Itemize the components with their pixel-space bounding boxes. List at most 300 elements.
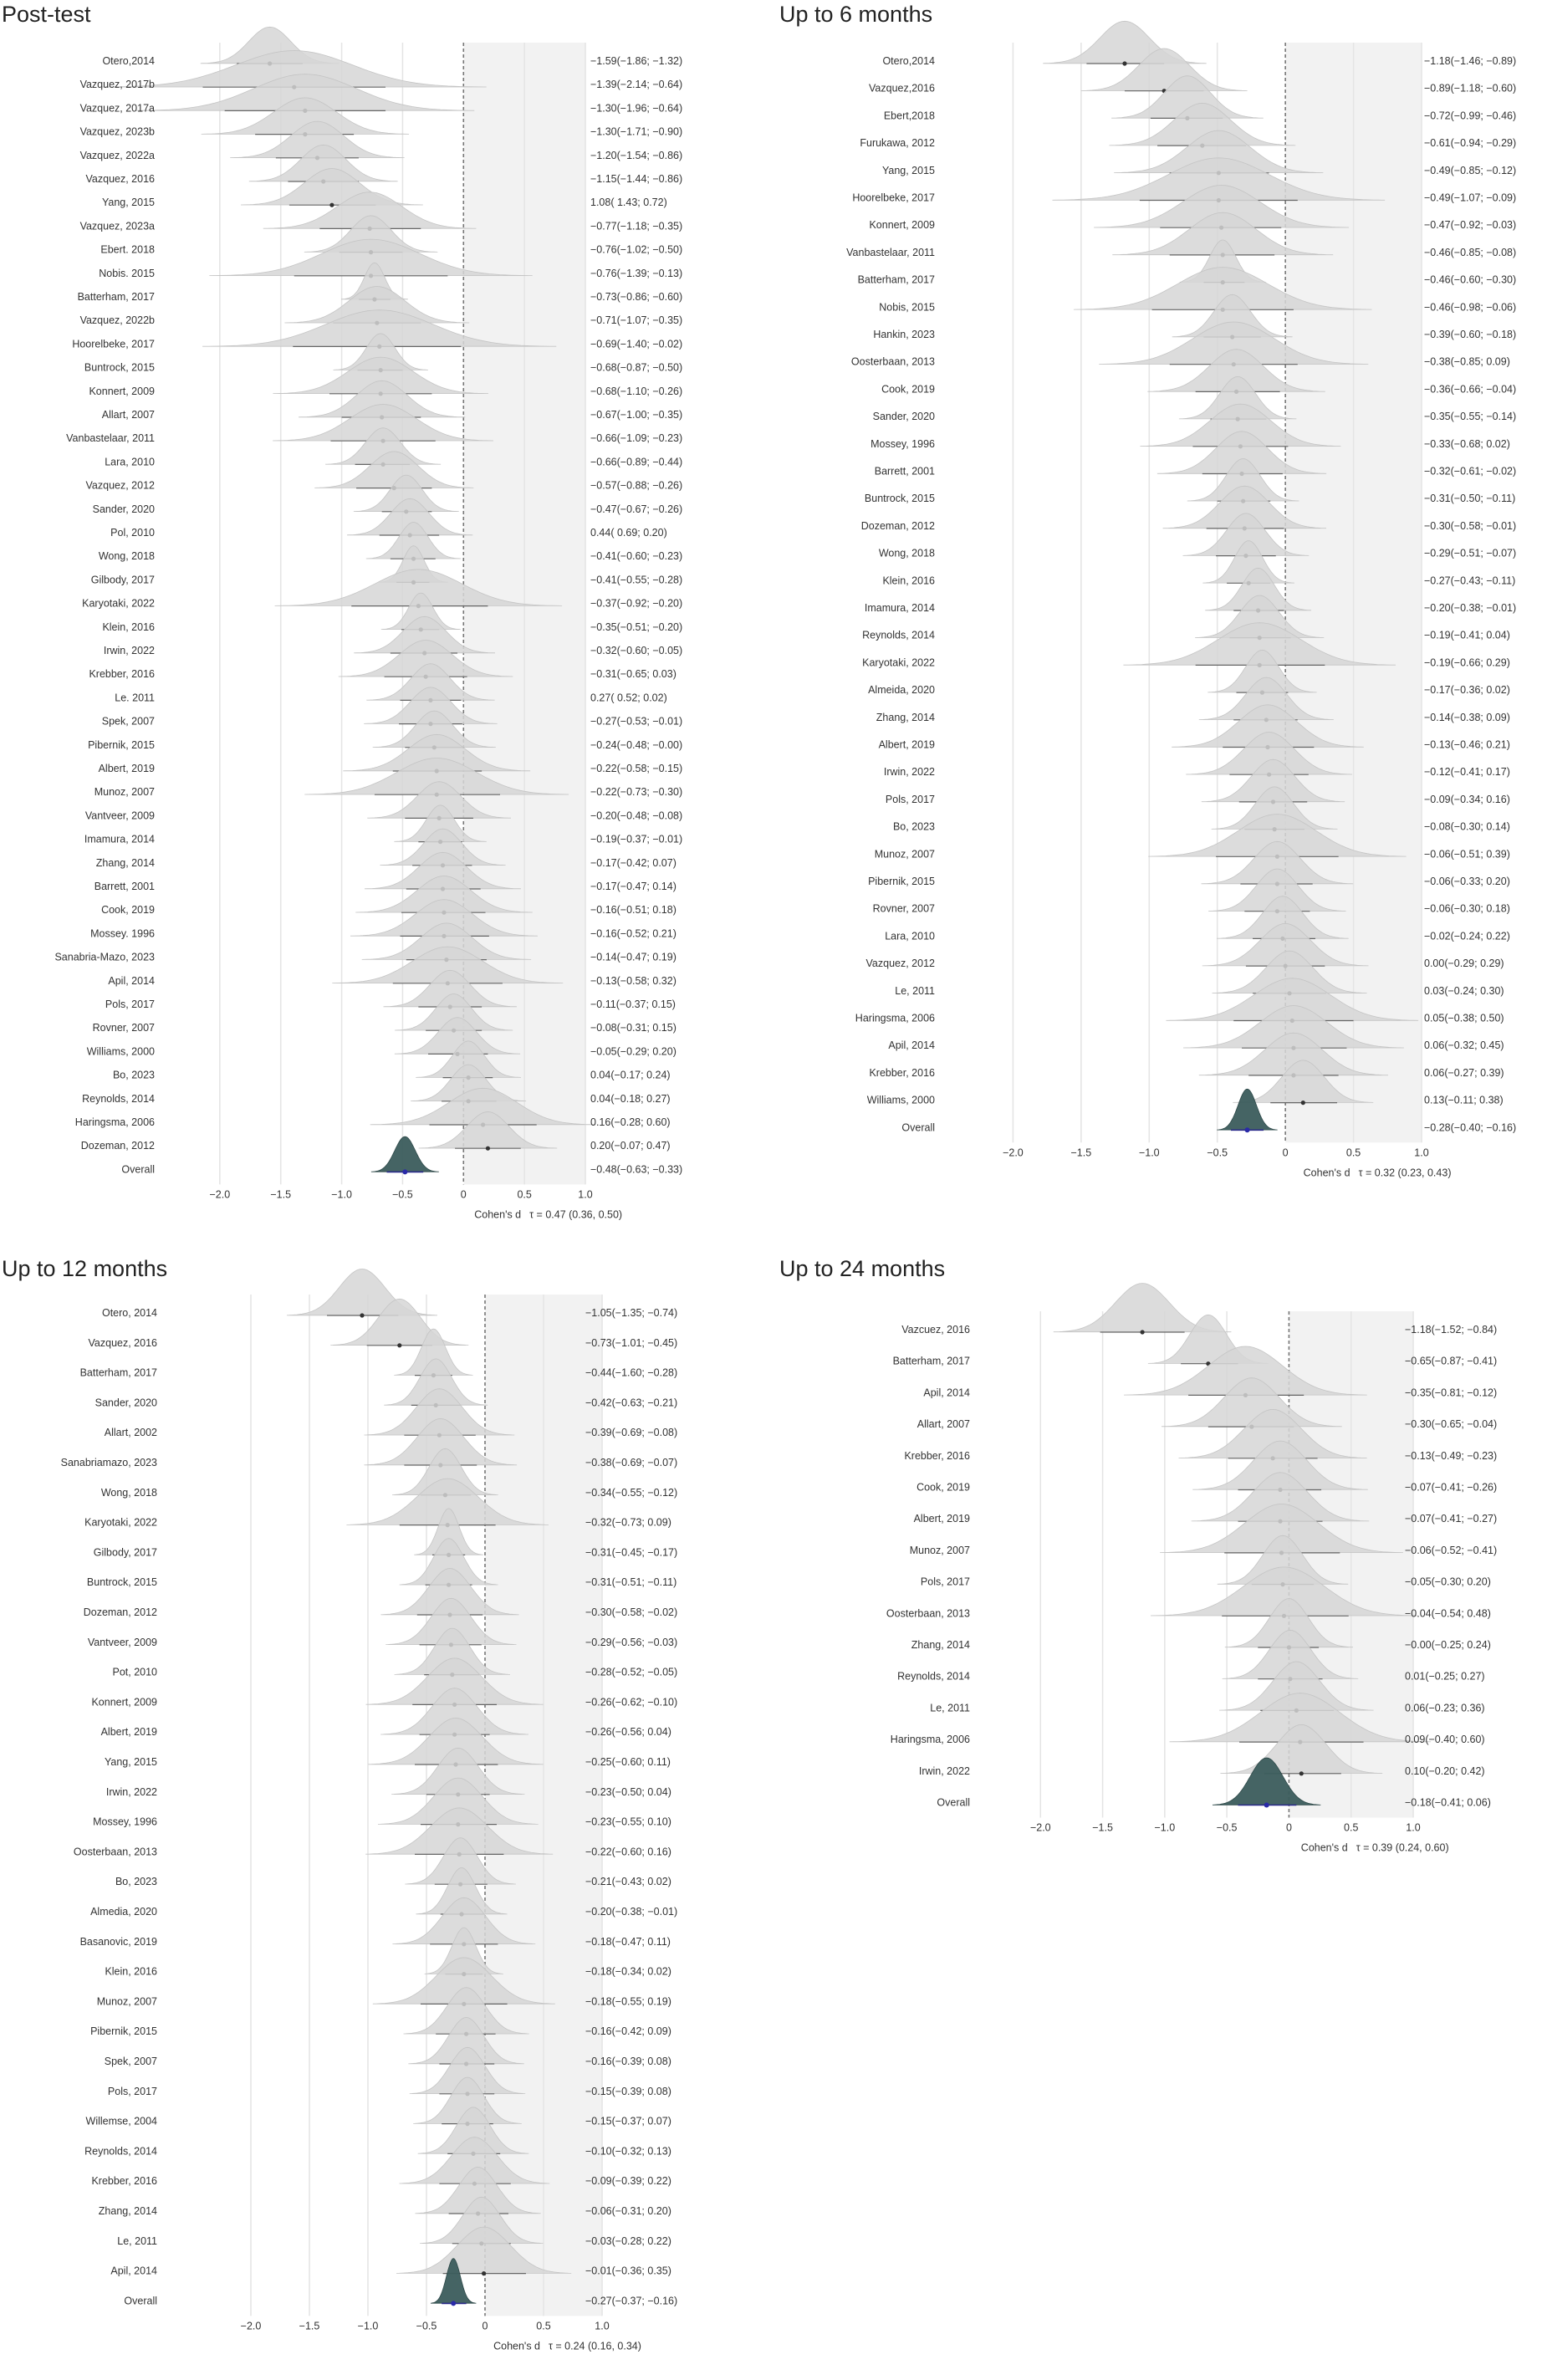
study-ci-text: −0.10(−0.32; 0.13) — [585, 2145, 671, 2158]
study-ci-text: −0.06(−0.52; −0.41) — [1405, 1544, 1498, 1556]
x-tick-label: −0.5 — [416, 2320, 437, 2332]
study-ci-text: −1.20(−1.54; −0.86) — [590, 149, 683, 161]
study-label: Konnert, 2009 — [89, 385, 155, 397]
study-ci-text: −0.20(−0.38; −0.01) — [585, 1906, 678, 1918]
study-point-estimate — [360, 1313, 364, 1317]
study-ci-text: −0.13(−0.46; 0.21) — [1424, 738, 1510, 751]
study-ci-text: −0.16(−0.52; 0.21) — [590, 927, 676, 940]
study-ci-text: 1.08( 1.43; 0.72) — [590, 197, 667, 209]
x-tick-label: 1.0 — [1414, 1147, 1429, 1159]
study-label: Vazquez, 2016 — [88, 1336, 157, 1349]
study-label: Vanbastelaar, 2011 — [66, 432, 155, 445]
overall-ci-text: −0.27(−0.37; −0.16) — [585, 2295, 678, 2307]
study-ci-text: −0.32(−0.73; 0.09) — [585, 1516, 671, 1529]
study-ci-text: −0.23(−0.55; 0.10) — [585, 1816, 671, 1828]
study-label: Willemse, 2004 — [85, 2115, 157, 2127]
study-label: Buntrock, 2015 — [86, 1576, 157, 1589]
study-ci-text: −0.16(−0.42; 0.09) — [585, 2025, 671, 2038]
study-label: Hoorelbeke, 2017 — [852, 192, 935, 204]
x-tick-label: −1.0 — [1138, 1147, 1160, 1159]
study-label: Vazquez, 2012 — [865, 958, 935, 970]
study-label: Mossey, 1996 — [93, 1816, 157, 1828]
study-ci-text: −0.35(−0.81; −0.12) — [1405, 1387, 1498, 1399]
study-label: Otero,2014 — [102, 55, 155, 67]
study-label: Vazquez, 2016 — [85, 173, 155, 185]
study-label: Yang, 2015 — [881, 164, 935, 176]
study-label: Yang, 2015 — [104, 1756, 157, 1768]
study-label: Pols, 2017 — [920, 1576, 970, 1588]
study-label: Vazquez, 2017a — [79, 102, 155, 115]
study-ci-text: −0.19(−0.37; −0.01) — [590, 833, 683, 845]
study-label: Batterham, 2017 — [77, 291, 155, 303]
x-axis-label: Cohen's d — [474, 1208, 522, 1221]
study-label: Vazquez, 2012 — [85, 479, 155, 492]
study-ci-text: −0.24(−0.48; −0.00) — [590, 738, 683, 751]
study-ci-text: −0.22(−0.60; 0.16) — [585, 1846, 671, 1858]
study-ci-text: −0.14(−0.47; 0.19) — [590, 951, 676, 963]
x-axis-label: Cohen's d — [1303, 1167, 1350, 1179]
study-ci-text: −0.31(−0.50; −0.11) — [1424, 493, 1516, 505]
study-ci-text: −0.46(−0.60; −0.30) — [1424, 273, 1517, 286]
study-label: Pot, 2010 — [112, 1666, 157, 1678]
study-label: Klein, 2016 — [882, 575, 935, 587]
x-tick-label: −1.0 — [1154, 1821, 1176, 1834]
study-label: Lara, 2010 — [885, 930, 935, 942]
x-tick-label: −1.5 — [270, 1188, 292, 1201]
study-ci-text: −0.20(−0.38; −0.01) — [1424, 602, 1517, 614]
overall-label: Overall — [121, 1163, 155, 1176]
study-ci-text: −0.35(−0.55; −0.14) — [1424, 411, 1517, 423]
study-ci-text: −0.49(−0.85; −0.12) — [1424, 164, 1517, 176]
study-label: Batterham, 2017 — [892, 1355, 970, 1367]
study-ci-text: 0.06(−0.32; 0.45) — [1424, 1039, 1504, 1052]
overall-density — [371, 1136, 439, 1172]
study-label: Cook, 2019 — [916, 1481, 970, 1494]
study-label: Irwin, 2022 — [103, 645, 155, 656]
study-label: Le, 2011 — [895, 984, 935, 997]
x-tick-label: −0.5 — [392, 1188, 413, 1201]
study-ci-text: −0.05(−0.30; 0.20) — [1405, 1576, 1491, 1588]
panel-title: Up to 12 months — [2, 1256, 168, 1281]
study-point-estimate — [1141, 1330, 1145, 1334]
study-ci-text: −0.31(−0.51; −0.11) — [585, 1576, 677, 1589]
study-point-estimate — [329, 203, 334, 207]
study-ci-text: −1.39(−2.14; −0.64) — [590, 79, 683, 91]
study-ci-text: −0.31(−0.65; 0.03) — [590, 668, 676, 681]
study-label: Cook, 2019 — [101, 904, 155, 917]
x-axis-label: Cohen's d — [1300, 1841, 1348, 1854]
x-tick-label: −1.0 — [357, 2320, 379, 2332]
study-label: Bo, 2023 — [112, 1069, 155, 1081]
study-ci-text: −0.18(−0.34; 0.02) — [585, 1965, 671, 1978]
study-ci-text: −0.39(−0.60; −0.18) — [1424, 329, 1517, 340]
study-ci-text: −0.04(−0.54; 0.48) — [1405, 1607, 1491, 1620]
study-label: Le, 2011 — [930, 1702, 970, 1714]
study-label: Vazcuez, 2016 — [901, 1324, 970, 1336]
study-label: Irwin, 2022 — [883, 766, 935, 779]
study-ci-text: −0.25(−0.60; 0.11) — [585, 1756, 671, 1768]
overall-ci-text: −0.18(−0.41; 0.06) — [1405, 1796, 1491, 1809]
study-ci-text: −0.05(−0.29; 0.20) — [590, 1045, 676, 1058]
study-label: Hankin, 2023 — [873, 329, 935, 340]
study-label: Nobis. 2015 — [99, 267, 155, 279]
study-label: Allart, 2002 — [104, 1427, 157, 1439]
study-label: Vazquez,2016 — [869, 82, 935, 94]
study-ci-text: −0.17(−0.36; 0.02) — [1424, 684, 1510, 697]
study-label: Pibernik, 2015 — [90, 2025, 157, 2038]
study-ci-text: −0.61(−0.94; −0.29) — [1424, 137, 1517, 150]
study-ci-text: −0.16(−0.51; 0.18) — [590, 904, 676, 917]
study-ci-text: 0.06(−0.27; 0.39) — [1424, 1066, 1504, 1079]
study-label: Oosterbaan, 2013 — [850, 355, 935, 368]
study-label: Albert, 2019 — [98, 763, 155, 774]
study-ci-text: −0.20(−0.48; −0.08) — [590, 810, 683, 822]
study-ci-text: −0.76(−1.02; −0.50) — [590, 243, 683, 256]
study-ci-text: −0.07(−0.41; −0.26) — [1405, 1481, 1498, 1494]
study-label: Pol, 2010 — [110, 527, 155, 539]
study-ci-text: −0.03(−0.28; 0.22) — [585, 2234, 671, 2247]
study-label: Le. 2011 — [115, 692, 155, 704]
study-ci-text: −0.76(−1.39; −0.13) — [590, 267, 683, 279]
study-ci-text: −1.18(−1.52; −0.84) — [1405, 1324, 1498, 1336]
study-ci-text: 0.13(−0.11; 0.38) — [1424, 1094, 1504, 1106]
study-label: Reynolds, 2014 — [84, 2145, 157, 2158]
study-ci-text: −0.46(−0.85; −0.08) — [1424, 246, 1517, 258]
study-label: Dozeman, 2012 — [80, 1140, 155, 1152]
study-ci-text: 0.03(−0.24; 0.30) — [1424, 984, 1504, 997]
study-point-estimate — [1301, 1101, 1305, 1105]
study-label: Batterham, 2017 — [857, 273, 935, 286]
study-label: Bo, 2023 — [892, 820, 935, 833]
study-ci-text: −0.73(−1.01; −0.45) — [585, 1336, 678, 1349]
study-ci-text: −0.02(−0.24; 0.22) — [1424, 930, 1510, 942]
study-ci-text: −0.47(−0.67; −0.26) — [590, 503, 683, 515]
study-point-estimate — [1299, 1771, 1304, 1775]
study-ci-text: −0.26(−0.62; −0.10) — [585, 1696, 678, 1708]
study-label: Gilbody, 2017 — [90, 574, 155, 586]
study-ci-text: −1.05(−1.35; −0.74) — [585, 1307, 678, 1319]
study-label: Almedia, 2020 — [90, 1906, 157, 1918]
study-label: Apil, 2014 — [110, 2265, 157, 2277]
study-label: Zhang, 2014 — [95, 856, 155, 869]
study-label: Zhang, 2014 — [911, 1639, 970, 1651]
study-label: Sanabriamazo, 2023 — [60, 1457, 157, 1468]
study-ci-text: 0.10(−0.20; 0.42) — [1405, 1765, 1485, 1777]
study-label: Wong, 2018 — [98, 550, 155, 563]
study-label: Zhang, 2014 — [876, 711, 935, 723]
study-ci-text: −0.11(−0.37; 0.15) — [590, 998, 676, 1010]
panel-title: Up to 24 months — [779, 1256, 946, 1281]
study-label: Cook, 2019 — [881, 383, 935, 396]
study-label: Furukawa, 2012 — [860, 137, 935, 150]
study-label: Klein, 2016 — [102, 621, 155, 633]
tau-statistic: τ = 0.24 (0.16, 0.34) — [549, 2340, 641, 2352]
study-label: Konnert, 2009 — [869, 219, 935, 232]
study-ci-text: 0.05(−0.38; 0.50) — [1424, 1012, 1504, 1024]
study-label: Yang, 2015 — [101, 197, 155, 209]
study-label: Reynolds, 2014 — [862, 629, 935, 641]
study-label: Dozeman, 2012 — [83, 1606, 157, 1618]
x-axis-label: Cohen's d — [493, 2340, 540, 2352]
study-label: Krebber, 2016 — [89, 668, 155, 681]
study-label: Pibernik, 2015 — [88, 738, 155, 751]
study-ci-text: −0.15(−0.39; 0.08) — [585, 2085, 671, 2097]
study-label: Pols, 2017 — [105, 998, 155, 1010]
forest-plot — [778, 0, 1530, 1233]
study-ci-text: −0.17(−0.42; 0.07) — [590, 856, 676, 869]
study-label: Vazquez, 2022a — [79, 149, 155, 161]
study-ci-text: −0.36(−0.66; −0.04) — [1424, 383, 1517, 396]
study-ci-text: −0.44(−1.60; −0.28) — [585, 1366, 678, 1379]
study-ci-text: −0.17(−0.47; 0.14) — [590, 881, 676, 892]
study-label: Otero,2014 — [882, 55, 935, 67]
study-ci-text: 0.09(−0.40; 0.60) — [1405, 1734, 1485, 1746]
study-label: Wong, 2018 — [100, 1486, 157, 1499]
study-label: Sander, 2020 — [92, 503, 155, 515]
study-ci-text: −0.13(−0.49; −0.23) — [1405, 1449, 1498, 1462]
study-ci-text: −0.35(−0.51; −0.20) — [590, 621, 683, 633]
study-label: Klein, 2016 — [105, 1965, 157, 1978]
study-ci-text: −0.31(−0.45; −0.17) — [585, 1546, 678, 1559]
study-ci-text: −0.32(−0.60; −0.05) — [590, 645, 683, 656]
study-label: Wong, 2018 — [878, 547, 935, 559]
tau-statistic: τ = 0.47 (0.36, 0.50) — [529, 1208, 623, 1221]
study-ci-text: −0.07(−0.41; −0.27) — [1405, 1513, 1498, 1525]
overall-point-estimate — [402, 1169, 407, 1174]
study-label: Oosterbaan, 2013 — [73, 1846, 157, 1858]
study-ci-text: −0.21(−0.43; 0.02) — [585, 1876, 671, 1888]
study-ci-text: −0.65(−0.87; −0.41) — [1405, 1355, 1498, 1367]
study-ci-text: −0.68(−1.10; −0.26) — [590, 385, 683, 397]
x-tick-label: −2.0 — [240, 2320, 262, 2332]
study-label: Mossey, 1996 — [871, 437, 935, 450]
study-ci-text: 0.00(−0.29; 0.29) — [1424, 958, 1504, 970]
study-ci-text: −1.15(−1.44; −0.86) — [590, 173, 683, 185]
study-ci-text: −0.32(−0.61; −0.02) — [1424, 465, 1517, 478]
study-label: Vazquez, 2023b — [79, 125, 155, 138]
study-point-estimate — [1122, 61, 1126, 65]
study-label: Vazquez, 2023a — [79, 220, 155, 232]
study-ci-text: −0.34(−0.55; −0.12) — [585, 1486, 678, 1499]
study-label: Buntrock, 2015 — [84, 361, 155, 374]
study-label: Allart, 2007 — [916, 1418, 970, 1431]
study-label: Lara, 2010 — [105, 456, 155, 468]
study-ci-text: −0.37(−0.92; −0.20) — [590, 597, 683, 610]
study-ci-text: −0.27(−0.43; −0.11) — [1424, 575, 1516, 587]
study-label: Williams, 2000 — [866, 1094, 935, 1106]
study-ci-text: −0.38(−0.85; 0.09) — [1424, 355, 1510, 368]
overall-ci-text: −0.28(−0.40; −0.16) — [1424, 1121, 1517, 1134]
study-label: Krebber, 2016 — [91, 2175, 157, 2188]
study-ci-text: −0.06(−0.31; 0.20) — [585, 2205, 671, 2217]
study-ci-text: −0.41(−0.55; −0.28) — [590, 574, 683, 586]
study-ci-text: −0.71(−1.07; −0.35) — [590, 314, 683, 327]
study-label: Haringsma, 2006 — [74, 1116, 155, 1128]
study-ci-text: −0.72(−0.99; −0.46) — [1424, 110, 1517, 122]
study-ci-text: −0.47(−0.92; −0.03) — [1424, 219, 1517, 232]
study-ci-text: −0.27(−0.53; −0.01) — [590, 715, 683, 728]
x-tick-label: −1.5 — [299, 2320, 320, 2332]
x-tick-label: 0 — [1285, 1821, 1292, 1834]
study-ci-text: −0.08(−0.31; 0.15) — [590, 1022, 676, 1034]
study-label: Spek, 2007 — [101, 715, 155, 728]
study-ci-text: 0.16(−0.28; 0.60) — [590, 1116, 671, 1128]
tau-statistic: τ = 0.32 (0.23, 0.43) — [1358, 1167, 1452, 1179]
study-label: Basanovic, 2019 — [79, 1935, 157, 1948]
x-tick-label: −1.5 — [1092, 1821, 1113, 1834]
study-label: Munoz, 2007 — [94, 786, 155, 799]
study-label: Allart, 2007 — [101, 409, 155, 421]
panel-title: Up to 6 months — [779, 2, 933, 27]
study-label: Ebert. 2018 — [100, 243, 155, 256]
study-label: Apil, 2014 — [108, 974, 155, 987]
x-tick-label: 0.5 — [1345, 1147, 1361, 1159]
study-ci-text: −0.01(−0.36; 0.35) — [585, 2265, 671, 2277]
study-ci-text: −0.41(−0.60; −0.23) — [590, 550, 683, 563]
x-tick-label: −1.0 — [331, 1188, 352, 1201]
forest-plot — [0, 0, 753, 1233]
x-tick-label: 0 — [482, 2320, 488, 2332]
study-ci-text: −0.39(−0.69; −0.08) — [585, 1427, 678, 1439]
x-tick-label: 1.0 — [595, 2320, 610, 2332]
study-ci-text: 0.04(−0.18; 0.27) — [590, 1092, 671, 1105]
study-density — [1043, 21, 1206, 64]
panel-title: Post-test — [2, 2, 91, 27]
study-label: Hoorelbeke, 2017 — [72, 338, 155, 350]
study-ci-text: −0.68(−0.87; −0.50) — [590, 361, 683, 374]
study-label: Williams, 2000 — [86, 1045, 155, 1058]
study-label: Zhang, 2014 — [98, 2205, 157, 2217]
study-label: Irwin, 2022 — [105, 1785, 157, 1798]
study-label: Vanbastelaar, 2011 — [846, 246, 935, 258]
overall-label: Overall — [124, 2295, 157, 2307]
study-ci-text: −0.09(−0.34; 0.16) — [1424, 793, 1510, 805]
study-ci-text: −0.73(−0.86; −0.60) — [590, 291, 683, 303]
study-label: Oosterbaan, 2013 — [886, 1607, 970, 1620]
study-label: Vazquez, 2022b — [79, 314, 155, 327]
study-label: Imamura, 2014 — [84, 833, 155, 845]
study-ci-text: −0.69(−1.40; −0.02) — [590, 338, 683, 350]
study-ci-text: 0.44( 0.69; 0.20) — [590, 527, 667, 539]
study-label: Haringsma, 2006 — [890, 1734, 970, 1746]
study-ci-text: −1.30(−1.96; −0.64) — [590, 102, 683, 115]
study-ci-text: −0.30(−0.58; −0.01) — [1424, 519, 1517, 532]
study-ci-text: −0.15(−0.37; 0.07) — [585, 2115, 671, 2127]
study-point-estimate — [397, 1343, 401, 1347]
study-label: Haringsma, 2006 — [855, 1012, 935, 1024]
study-label: Ebert,2018 — [883, 110, 935, 122]
study-label: Batterham, 2017 — [79, 1366, 157, 1379]
x-tick-label: 0 — [460, 1188, 467, 1201]
study-density — [241, 169, 423, 206]
study-ci-text: −0.38(−0.69; −0.07) — [585, 1457, 678, 1468]
overall-label: Overall — [937, 1796, 970, 1809]
study-label: Munoz, 2007 — [874, 848, 935, 861]
study-label: Krebber, 2016 — [904, 1449, 970, 1462]
study-ci-text: −0.33(−0.68; 0.02) — [1424, 437, 1510, 450]
study-point-estimate — [482, 2271, 486, 2275]
study-ci-text: −0.89(−1.18; −0.60) — [1424, 82, 1517, 94]
study-ci-text: −0.19(−0.41; 0.04) — [1424, 629, 1510, 641]
study-label: Sander, 2020 — [872, 411, 935, 423]
study-label: Pols, 2017 — [885, 793, 935, 805]
study-label: Albert, 2019 — [878, 738, 935, 751]
study-label: Otero, 2014 — [101, 1307, 157, 1319]
overall-label: Overall — [901, 1121, 935, 1134]
study-label: Spek, 2007 — [104, 2056, 157, 2067]
study-ci-text: −0.22(−0.58; −0.15) — [590, 763, 683, 774]
study-label: Nobis, 2015 — [879, 301, 935, 314]
study-ci-text: −0.06(−0.33; 0.20) — [1424, 876, 1510, 887]
study-label: Rovner, 2007 — [92, 1022, 155, 1034]
tau-statistic: τ = 0.39 (0.24, 0.60) — [1356, 1841, 1449, 1854]
study-label: Pibernik, 2015 — [868, 876, 935, 887]
study-label: Krebber, 2016 — [869, 1066, 935, 1079]
study-label: Mossey. 1996 — [90, 927, 155, 940]
study-label: Reynolds, 2014 — [897, 1670, 970, 1683]
study-ci-text: −0.13(−0.58; 0.32) — [590, 974, 676, 987]
study-ci-text: −0.09(−0.39; 0.22) — [585, 2175, 671, 2188]
study-ci-text: −1.30(−1.71; −0.90) — [590, 125, 683, 138]
overall-ci-text: −0.48(−0.63; −0.33) — [590, 1163, 683, 1176]
x-tick-label: −1.5 — [1070, 1147, 1092, 1159]
study-ci-text: −0.77(−1.18; −0.35) — [590, 220, 683, 232]
study-ci-text: −1.59(−1.86; −1.32) — [590, 55, 683, 67]
study-ci-text: −0.19(−0.66; 0.29) — [1424, 656, 1510, 669]
study-label: Sanabria-Mazo, 2023 — [54, 951, 155, 963]
study-label: Buntrock, 2015 — [864, 493, 935, 505]
forest-plot — [778, 1254, 1530, 1890]
study-label: Albert, 2019 — [913, 1513, 970, 1525]
overall-point-estimate — [1245, 1127, 1250, 1132]
x-tick-label: 0.5 — [517, 1188, 532, 1201]
study-ci-text: 0.27( 0.52; 0.02) — [590, 692, 667, 704]
study-ci-text: −0.23(−0.50; 0.04) — [585, 1785, 671, 1798]
x-tick-label: 0 — [1282, 1147, 1289, 1159]
study-ci-text: −0.30(−0.65; −0.04) — [1405, 1418, 1498, 1431]
study-label: Bo, 2023 — [115, 1876, 157, 1888]
study-ci-text: −0.46(−0.98; −0.06) — [1424, 301, 1517, 314]
x-tick-label: 0.5 — [536, 2320, 551, 2332]
study-label: Konnert, 2009 — [91, 1696, 157, 1708]
x-tick-label: −0.5 — [1216, 1821, 1238, 1834]
study-ci-text: −0.26(−0.56; 0.04) — [585, 1726, 671, 1739]
study-ci-text: −0.42(−0.63; −0.21) — [585, 1397, 678, 1409]
study-label: Albert, 2019 — [100, 1726, 157, 1739]
study-label: Munoz, 2007 — [909, 1544, 970, 1556]
x-tick-label: 0.5 — [1344, 1821, 1359, 1834]
study-label: Karyotaki, 2022 — [84, 1516, 157, 1529]
study-ci-text: −0.18(−0.47; 0.11) — [585, 1935, 671, 1948]
study-ci-text: −0.06(−0.30; 0.18) — [1424, 902, 1510, 915]
study-label: Barrett, 2001 — [94, 881, 155, 892]
study-ci-text: 0.06(−0.23; 0.36) — [1405, 1702, 1485, 1714]
study-label: Dozeman, 2012 — [860, 519, 935, 532]
study-ci-text: −0.18(−0.55; 0.19) — [585, 1995, 671, 2008]
study-ci-text: −0.67(−1.00; −0.35) — [590, 409, 683, 421]
x-tick-label: 1.0 — [1406, 1821, 1421, 1834]
overall-point-estimate — [451, 2301, 456, 2306]
study-label: Barrett, 2001 — [874, 465, 935, 478]
x-tick-label: −2.0 — [209, 1188, 231, 1201]
study-ci-text: −0.12(−0.41; 0.17) — [1424, 766, 1510, 779]
study-ci-text: −0.14(−0.38; 0.09) — [1424, 711, 1510, 723]
x-tick-label: 1.0 — [578, 1188, 593, 1201]
study-label: Almeida, 2020 — [868, 684, 935, 697]
study-ci-text: −1.18(−1.46; −0.89) — [1424, 55, 1517, 67]
study-label: Vantveer, 2009 — [87, 1636, 157, 1648]
x-tick-label: −0.5 — [1207, 1147, 1228, 1159]
